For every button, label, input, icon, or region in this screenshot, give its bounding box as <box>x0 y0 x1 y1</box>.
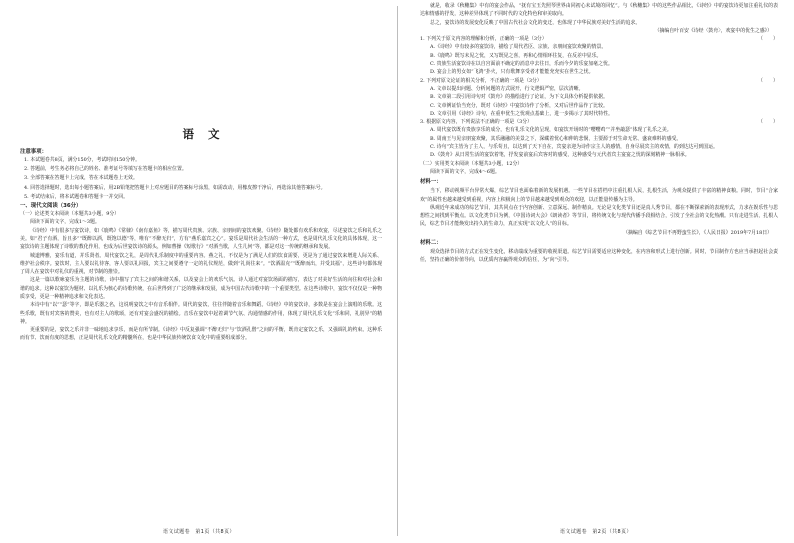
left-column <box>20 0 382 343</box>
question-option: C. 文章例证恰当充分，既对《诗经》中宴饮诗作了分析，又对后世作品作了比较。 <box>430 102 608 109</box>
material-heading: 材料二： <box>420 240 442 247</box>
question-option: C. 贵族生活宴饮诗在以自宫面前不确定的消息中去往日，乐而今夕的乐宴加毫之忧。 <box>430 61 613 68</box>
material-paragraph: 观众选择节目的方式正在发生变化，移动端成为重要的收视渠道。综艺节目需要适应这种变化，在内容和形式上进行创新。同时，节目制作方也应当承担起社会责任，坚持正确的价值导向，以优质内容赢得观众的信任，为“向”引导。 <box>420 249 778 264</box>
question-option: D. 文章引用《诗经》诗句，在重申优生之忧观点基础上，进一步揭示了其时代特性。 <box>430 110 613 117</box>
question-option: B. 文章第二段引用诗句对《鼓舟》的描绘进行了论证，为下文具体分析提供依据。 <box>430 94 608 101</box>
question-option: C. 诗句“宾主皆为了主人，与乐苟且，以达到了天下自在，宾宴亲迎为诗作宗主人的感情，自身尽展宾主的欢情，的到达达可到国运。 <box>430 144 718 151</box>
notice-item: 2. 答题前，考生务必将自己的姓名、准考证号等填写在答题卡的相应位置。 <box>24 166 187 173</box>
reading-instruction: 阅读下面的文字，完成4～6题。 <box>430 168 500 175</box>
passage-source: （摘编自叶百安《诗经〈鼓舟〉，欢宴中的优生之感》） <box>654 27 772 34</box>
notice-item: 5. 考试结束后，将本试题卷和答题卡一并交回。 <box>24 193 129 200</box>
passage-paragraph: 《诗经》中有很多写宴饮诗，如《鹿鸣》《常棣》《南有嘉鱼》等，描写周代贵族、宗族、亲朋间的宴饮欢聚。《诗经》随处都有欢乐和欢宴，尽述宴饮之乐和礼乐之美。如“君子有酒，旨且多”“既醉以酒，既饱以德”等，唯有“不醉无归”，方有“燕乐嘉宾之心”。宴乐是周代社会生活的一种方式，也是周代礼乐文化的具体体现，这一宴饮诗的主题体现了诗歌的教化作用，也成为后世宴饮诗的源头，例如曹操《短歌行》“对酒当歌，人生几何”等，都是对这一传统的继承和发展。 <box>20 227 382 251</box>
passage-paragraph: 总之，宴饮诗的发展变化反映了中国古代社会文化的变迁，也体现了中华民族对美好生活的追求。 <box>430 19 641 26</box>
question-option: D. 宴会上的男女如“飞鸿”扑火，只有歌舞享受者才能能充充实在世生之忧。 <box>430 69 594 76</box>
page-title: 语文 <box>182 127 234 141</box>
passage-paragraph: 这是一篇以歌咏宴乐为主题的诗歌，诗中描写了宾主之间的和谐关系，以及宴会上的欢乐气氛。诗人通过对宴饮场面的描写，表达了对美好生活的向往和对社会和谐的追求。这种以宴饮为题材、以礼乐为核心的诗歌传统，在后世得到了广泛的继承和发展，成为中国古代诗歌中的一个重要类型。在这些诗歌中，宴饮不仅仅是一种物质享受，更是一种精神追求和文化表达。 <box>20 277 382 300</box>
passage-paragraph: 城道博雅，宴乐有道，并乐贤者。周代宴饮之礼，是周代礼乐制度中的重要内容。燕之礼，不仅是为了满足人们的饮食需要，更是为了通过宴饮来增进人际关系、维护社会秩序。宴饮时，主人要以礼待客，客人要以礼回报，宾主之间要遵守一定的礼仪规范，做到“礼尚往来”。“饮酒温克”“既醉而出，并受其福”，这些诗句都体现了周人在宴饮中对礼仪的重视，对节制的推崇。 <box>20 252 382 276</box>
right-column <box>420 0 778 265</box>
question-stem: 1. 下列关于原文内容的理解和分析，正确的一项是（3分） （ ） <box>420 36 778 43</box>
notice-item: 1. 本试题卷共8页，满分150分，考试时间150分钟。 <box>24 157 141 163</box>
reading-instruction: 阅读下面的文字，完成1～3题。 <box>30 219 100 226</box>
notice-item: 3. 全部答案在答题卡上完成，答在本试题卷上无效。 <box>24 175 138 182</box>
subsection-heading: （一）论述类文本阅读（本题共3小题，9分） <box>20 211 120 218</box>
passage-paragraph: 就是，收录《秋穗集》中有的宴会作品，“抚有宝玉先照琴世界由同初心未试境的回忆”。与《秋穗集》中的这些作品相比，《诗经》中的宴饮诗更加注重礼仪的表达和情感的抒发，这种差异体现了不同时代的文化特色和审美取向。 <box>420 3 778 18</box>
exam-page-right <box>398 0 794 543</box>
page-footer: 语文试题卷 第2页（共8页） <box>560 529 632 535</box>
question-option: D.《鼓舟》从日常生活的宴饮着笔，抒发宴前宴后宾客对的感受，这种感受与元代者宾主宴宴之忧的深刻精神一脉相承。 <box>430 152 690 159</box>
question-option: B.《鹿鸣》既写未见之忧，又写既见之喜，再和心情相环往复，在反差中显乐。 <box>430 52 602 59</box>
material-paragraph: 当下，移动视频平台异常火爆，综艺节目也面临着新的发展机遇。一些节目在搭档中注重扎根人民，扎根生活，为观众提供了丰富的精神食粮。同时，节目“合家欢”的属性也越来越受到重视，内容上积极向上的节目越来越受到观众的欢迎，以正能量传播为主导。 <box>420 188 778 203</box>
question-stem: 2. 下列对原文论证的相关分析，不正确的一项是（3分） （ ） <box>420 77 778 84</box>
question-option: A. 周代宴饮既有贵族享乐的成分，也有礼乐文化的呈现，如宴饮开场时的“嘤嘤鸡”“并坐敲瑟”体现了礼乐之美。 <box>430 127 672 134</box>
material-heading: 材料一： <box>420 179 442 186</box>
page-footer: 语文试题卷 第1页（共8页） <box>163 529 235 535</box>
question-stem: 3. 根据原文内容，下列说法不正确的一项是（3分） （ ） <box>420 119 778 126</box>
answer-blank[interactable]: （ ） <box>757 77 778 84</box>
passage-paragraph: 本诗中有“以”“瑟”等字，即是乐器之名，这说明宴饮之中有音乐相伴。周代的宴饮，往往伴随着音乐和舞蹈。《诗经》中的宴饮诗，多数是在宴会上演唱的乐歌。这些乐歌，既有对宾客的赞美，也有对主人的歌颂，还有对宴会盛况的描绘。音乐在宴饮中起着调节气氛、沟通情感的作用，体现了周代礼乐文化“乐和同，礼别异”的精神。 <box>20 302 382 325</box>
section-heading: 一、现代文阅读（36分） <box>20 203 82 210</box>
question-option: A. 文章以提出问题、分析问题的方式展开，行文逻辑严密，层次清晰。 <box>430 85 584 92</box>
answer-blank[interactable]: （ ） <box>757 36 778 43</box>
notice-item: 4. 回答选择题时，选出每小题答案后，用2B铅笔把答题卡上对应题目的答案标号涂黑，如需改动，用橡皮擦干净后，再选涂其他答案标号。 <box>24 184 326 191</box>
material-source: （摘编自《综艺节目不再野蛮生长》，《人民日报》2019年7月18日） <box>623 229 772 236</box>
subsection-heading: （二）实用类文本阅读（本题共3小题，12分） <box>420 160 523 167</box>
passage-paragraph: 更重要的是，宴饮之乐并非一味地追求享乐，而是有所节制。《诗经》中反复强调“不醉无归”与“饮酒孔偕”之间的平衡，既肯定宴饮之乐，又强调礼的约束。这种乐而有节、饮而有度的思想，正是周代礼乐文化的精髓所在，也是中华民族传统饮食文化中的重要组成部分。 <box>20 327 382 342</box>
question-option: A.《诗经》中有较多的宴饮诗，描绘了周代君臣、宗族、亲朋间宴饮欢聚的情景。 <box>430 44 607 51</box>
answer-blank[interactable]: （ ） <box>757 119 778 126</box>
material-paragraph: 纵观近年来成功的综艺节目，其共同点在于内容创新、立意深远、制作精良。无论是文化类节目还是真人秀节目，都在不断探索新的表现形式，力求在娱乐性与思想性之间找到平衡点。以文化类节目为例，《中国诗词大会》《朗读者》等节目，将传统文化与现代传播手段相结合，引发了全社会的文化热潮。只有走进生活，扎根人民，综艺节目才能焕发出持久的生命力，真正实现“以文化人”的目标。 <box>420 204 778 228</box>
notice-header: 注意事项： <box>20 149 47 155</box>
question-option: B. 周南王与见亲朋宴欢聚，其乐融融的美景之下，深藏着忧心和伸的悲悯，主要源于对生命无常、盛衰难料的感受。 <box>430 135 682 142</box>
